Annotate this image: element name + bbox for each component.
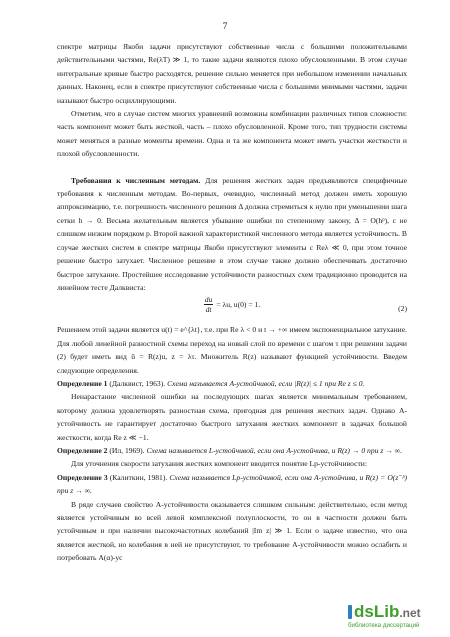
section-heading: Требования к численным методам. <box>71 175 201 185</box>
equation-fraction <box>204 295 214 314</box>
definition-label: Определение 3 <box>57 472 108 482</box>
page-number: 7 <box>222 22 228 32</box>
definition-label: Определение 2 <box>57 445 108 455</box>
paragraph-requirements <box>57 174 407 295</box>
definition-3 <box>57 471 407 498</box>
equation-dahlquist <box>57 295 407 322</box>
watermark-logo <box>348 603 444 622</box>
definition-source: (Далквист, 1963). <box>109 378 166 388</box>
definition-text: Схема называется Lp-устойчивой, если она A-устойчива, и R(z) = O(z⁻ᵖ) при z → ∞. <box>57 472 407 496</box>
watermark-tagline: библиотека диссертаций <box>348 622 420 629</box>
requirements-text: Для решения жестких задач предъявляются специфичные требования к численным методам. Во-первых, очевидно, численный метод должен иметь хорошую аппроксимацию, т.е. погрешность численного решения Δ должна стремиться к нулю при уменьшении шага сетки h → 0. Весьма желательным является убывание ошибки по степенному закону, Δ = O(hᵖ), с не слишком низким порядком p. Второй важной характеристикой численного метода является устойчивость. В случае жестких систем в спектре матрицы Якоби присутствуют элементы с Reλ ≪ 0, при этом точное решение быстро затухает. Численное решение в этом случае также должно обеспечивать достаточно быстрое затухание. Простейшее исследование устойчивости разностных схем традиционно проводится на линейном тесте Далквиста: <box>57 175 407 292</box>
definition-2 <box>57 444 407 457</box>
dslib-watermark[interactable] <box>348 603 444 633</box>
equation-numerator: du <box>204 295 213 305</box>
equation-denominator: dt <box>205 305 212 315</box>
definition-text: Схема называется A-устойчивой, если |R(z)| ≤ 1 при Re z ≤ 0. <box>167 378 365 388</box>
paragraph-solution: Решением этой задачи является u(t) = e^{λt}, т.е. при Re λ < 0 и t → +∞ имеем экспоненциальное затухание. Для любой линейной разностной схемы переход на новый слой по времени с шагом τ при решении задачи (2) будет иметь вид û = R(z)u, z = λτ. Множитель R(z) называют функцией устойчивости. Введем следующие определения. <box>57 325 407 375</box>
equation-number: (2) <box>398 304 407 314</box>
equation-body: = λu, u(0) = 1. <box>216 300 261 310</box>
definition-text: Схема называется L-устойчивой, если она A-устойчива, и R(z) → 0 при z → ∞. <box>146 445 402 455</box>
paragraph-nonincrease: Ненарастание численной ошибки на последующих шагах является минимальным требованием, которому должна удовлетворять разностная схема, пригодная для решения жестких задач. Однако A-устойчивость не гарантирует достаточно быстрого затухания жестких компонент в задачах большой жесткости, когда Re z ≪ −1. <box>57 392 407 442</box>
paragraph-lp-intro: Для уточнения скорости затухания жестких компонент вводится понятие Lp-устойчивости: <box>71 459 367 469</box>
paragraph-intro: спектре матрицы Якоби задачи присутствуют собственные числа с большими положительными действительными частями, Re(λT) ≫ 1, то такие задачи являются плохо обусловленными. В этом случае интегральные кривые быстро расходятся, решение сильно меняется при небольшом изменении начальных данных. Наконец, если в спектре присутствуют собственные числа с большими мнимыми частями, задачи называют быстро осциллирующими. <box>57 42 407 105</box>
definition-source: (Ил, 1969). <box>109 445 145 455</box>
logo-mark-icon <box>348 605 352 619</box>
watermark-suffix: .net <box>399 606 421 620</box>
definition-label: Определение 1 <box>57 378 108 388</box>
definition-source: (Калиткин, 1981). <box>109 472 168 482</box>
paragraph-combinations: Отметим, что в случае систем многих уравнений возможны комбинации различных типов сложности: часть компонент может быть жесткой, часть – плохо обусловленной. Кроме того, тип трудности системы может меняться в разные моменты времени. Одна и та же компонента может иметь участки жесткости и плохой обусловленности. <box>57 109 407 159</box>
watermark-brand: dsLib <box>354 602 400 621</box>
paragraph-a-alpha: В ряде случаев свойство A-устойчивости оказывается слишком сильным: действительно, если метод является устойчивым во всей левой комплексной полуплоскости, то он в частности должен быть устойчивым и при наличии высокочастотных колебаний |Im z| ≫ 1. Если о задаче известно, что она является жесткой, но колебания в ней не присутствуют, то требование A-устойчивости можно ослабить и потребовать A(α)-ус <box>57 499 407 563</box>
definition-1 <box>57 377 407 390</box>
document-body <box>57 40 407 565</box>
